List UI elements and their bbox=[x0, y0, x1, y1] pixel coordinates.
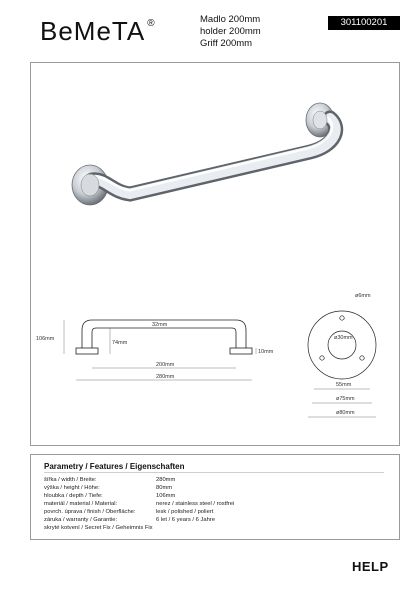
brand-logo bbox=[40, 16, 156, 47]
feature-key: skryté kotvení / Secret Fix / Geheimnis Fix bbox=[44, 525, 153, 531]
feature-key: výška / height / Höhe: bbox=[44, 485, 100, 491]
inner-width-label: 200mm bbox=[156, 362, 175, 368]
feature-row bbox=[44, 516, 384, 524]
product-titles bbox=[200, 14, 261, 50]
feature-key: povrch. úprava / finish / Oberfläche: bbox=[44, 509, 136, 515]
features-divider bbox=[44, 472, 384, 473]
mount-hole bbox=[360, 356, 364, 360]
rosette-thickness-label: 10mm bbox=[258, 349, 274, 355]
title-en: holder 200mm bbox=[200, 26, 261, 37]
feature-key: materiál / material / Material: bbox=[44, 501, 118, 507]
feature-value: 80mm bbox=[156, 485, 173, 491]
feature-row bbox=[44, 476, 384, 484]
title-de: Griff 200mm bbox=[200, 38, 253, 49]
tube-diameter-label: ø30mm bbox=[334, 335, 353, 341]
brand-name: BeMeTA bbox=[40, 16, 146, 46]
inner-height-label: 74mm bbox=[112, 340, 128, 346]
mount-hole bbox=[340, 316, 344, 320]
hole-spacing-label: 55mm bbox=[336, 382, 352, 388]
registered-mark: ® bbox=[147, 18, 156, 29]
title-cz: Madlo 200mm bbox=[200, 14, 261, 25]
mount-hole bbox=[320, 356, 324, 360]
feature-value: 106mm bbox=[156, 493, 176, 499]
feature-value: 6 let / 6 years / 6 Jahre bbox=[156, 517, 215, 523]
help-label: HELP bbox=[352, 559, 389, 574]
features-title: Parametry / Features / Eigenschaften bbox=[44, 462, 185, 471]
feature-value: 280mm bbox=[156, 477, 176, 483]
tube-label: 32mm bbox=[152, 322, 168, 328]
feature-key: šířka / width / Breite: bbox=[44, 477, 97, 483]
feature-row bbox=[44, 500, 384, 508]
side-view-drawing bbox=[36, 300, 274, 410]
hole-label: ø6mm bbox=[355, 293, 371, 299]
feature-row bbox=[44, 492, 384, 500]
rosette-outer-circle bbox=[308, 311, 376, 379]
rosette-view-drawing bbox=[290, 285, 400, 435]
feature-value: lesk / polished / poliert bbox=[156, 509, 214, 515]
feature-row bbox=[44, 508, 384, 516]
feature-value: nerez / stainless steel / rostfrei bbox=[156, 501, 235, 507]
feature-row bbox=[44, 484, 384, 492]
outer-width-label: 280mm bbox=[156, 374, 175, 380]
product-photo bbox=[50, 80, 370, 230]
feature-key: záruka / warranty / Garantie: bbox=[44, 517, 118, 523]
height-label: 106mm bbox=[36, 336, 55, 342]
outer-label: ø80mm bbox=[336, 410, 355, 416]
feature-key: hloubka / depth / Tiefe: bbox=[44, 493, 103, 499]
plate-label: ø75mm bbox=[336, 396, 355, 402]
feature-row bbox=[44, 524, 384, 532]
product-code-badge: 301100201 bbox=[328, 16, 400, 30]
